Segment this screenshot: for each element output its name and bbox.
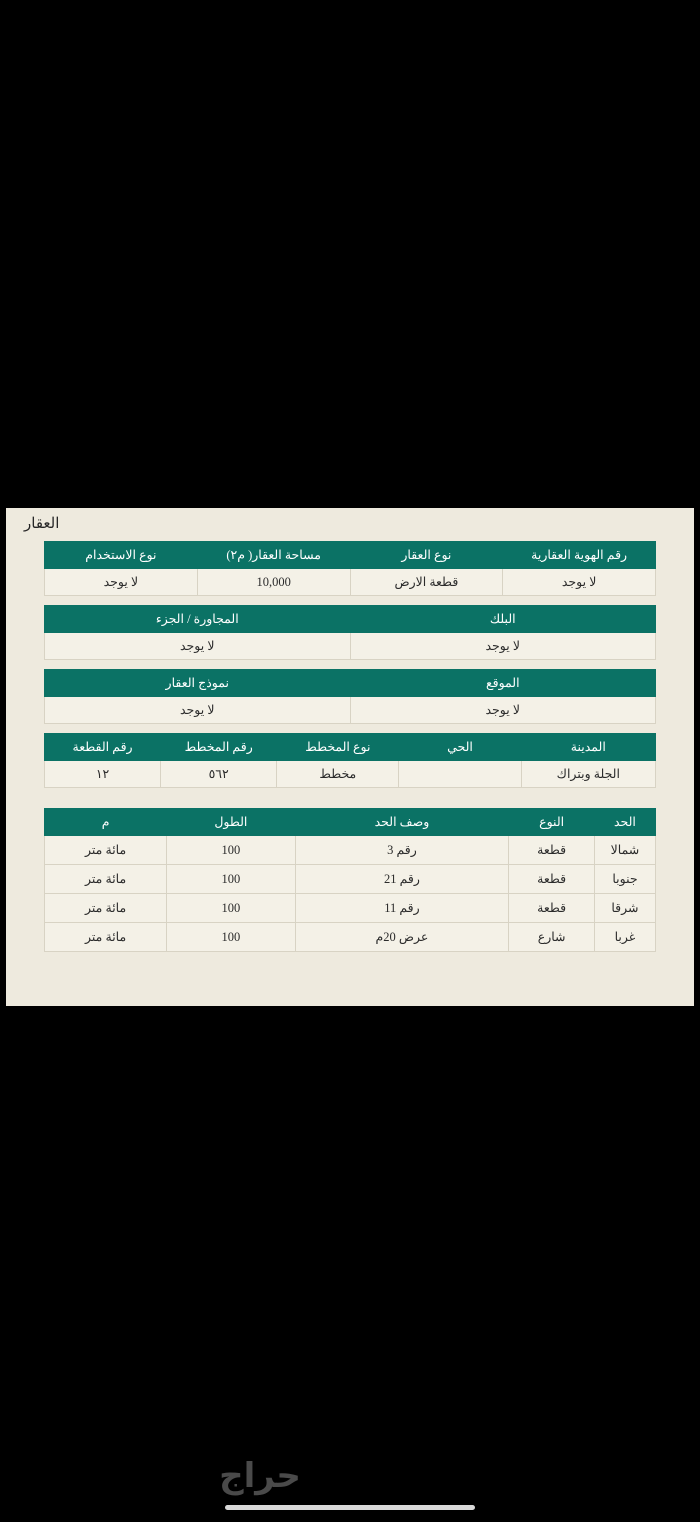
border-desc: رقم 3 [295, 836, 509, 865]
value-block: لا يوجد [350, 633, 656, 660]
table-row [45, 923, 656, 952]
document-sheet [6, 508, 694, 1006]
border-length: 100 [167, 865, 295, 894]
value-property-area: 10,000 [197, 569, 350, 596]
border-length: 100 [167, 894, 295, 923]
value-neighbourhood-part: لا يوجد [45, 633, 351, 660]
table-row [45, 894, 656, 923]
table-row [45, 670, 656, 697]
watermark-text: حراج [219, 1456, 301, 1496]
header-district: الحي [399, 734, 521, 761]
table-row [45, 606, 656, 633]
header-real-estate-id: رقم الهوية العقارية [503, 542, 656, 569]
header-property-type: نوع العقار [350, 542, 503, 569]
property-info-block [16, 541, 684, 788]
value-parcel-number: ١٢ [45, 761, 161, 788]
header-usage-type: نوع الاستخدام [45, 542, 198, 569]
property-info-row4-table [44, 733, 656, 788]
spacer [16, 596, 684, 605]
border-type: قطعة [509, 836, 595, 865]
page-title [16, 512, 684, 539]
header-parcel-number: رقم القطعة [45, 734, 161, 761]
home-indicator[interactable] [225, 1505, 475, 1510]
value-location: لا يوجد [350, 697, 656, 724]
border-side: جنوبا [594, 865, 655, 894]
table-row [45, 542, 656, 569]
value-city: الجلة وبتراك [521, 761, 655, 788]
border-unit: مائة متر [45, 865, 167, 894]
border-unit: مائة متر [45, 836, 167, 865]
border-desc: رقم 21 [295, 865, 509, 894]
property-info-row3-table [44, 669, 656, 724]
value-usage-type: لا يوجد [45, 569, 198, 596]
table-row [45, 761, 656, 788]
border-type: قطعة [509, 894, 595, 923]
table-row [45, 809, 656, 836]
spacer [16, 660, 684, 669]
value-plan-number: ٥٦٢ [161, 761, 277, 788]
value-property-model: لا يوجد [45, 697, 351, 724]
spacer [16, 724, 684, 733]
table-row [45, 697, 656, 724]
header-plan-type: نوع المخطط [277, 734, 399, 761]
header-location: الموقع [350, 670, 656, 697]
value-property-type: قطعة الارض [350, 569, 503, 596]
border-type: قطعة [509, 865, 595, 894]
header-border: الحد [594, 809, 655, 836]
header-border-desc: وصف الحد [295, 809, 509, 836]
border-side: غربا [594, 923, 655, 952]
header-property-model: نموذج العقار [45, 670, 351, 697]
property-info-row2-table [44, 605, 656, 660]
header-city: المدينة [521, 734, 655, 761]
value-plan-type: مخطط [277, 761, 399, 788]
borders-block [16, 808, 684, 952]
header-border-type: النوع [509, 809, 595, 836]
value-district [399, 761, 521, 788]
border-side: شرقا [594, 894, 655, 923]
header-neighbourhood-part: المجاورة / الجزء [45, 606, 351, 633]
page-title-text: العقار [24, 516, 60, 532]
table-row [45, 836, 656, 865]
border-desc: عرض 20م [295, 923, 509, 952]
header-property-area: مساحة العقار( م٢) [197, 542, 350, 569]
border-type: شارع [509, 923, 595, 952]
header-border-length: الطول [167, 809, 295, 836]
border-unit: مائة متر [45, 894, 167, 923]
border-length: 100 [167, 923, 295, 952]
borders-table [44, 808, 656, 952]
header-plan-number: رقم المخطط [161, 734, 277, 761]
table-row [45, 633, 656, 660]
border-length: 100 [167, 836, 295, 865]
border-unit: مائة متر [45, 923, 167, 952]
border-side: شمالا [594, 836, 655, 865]
border-desc: رقم 11 [295, 894, 509, 923]
header-border-unit: م [45, 809, 167, 836]
header-block: البلك [350, 606, 656, 633]
watermark [0, 1456, 700, 1496]
table-row [45, 734, 656, 761]
property-info-row1-table [44, 541, 656, 596]
table-row [45, 569, 656, 596]
table-row [45, 865, 656, 894]
value-real-estate-id: لا يوجد [503, 569, 656, 596]
